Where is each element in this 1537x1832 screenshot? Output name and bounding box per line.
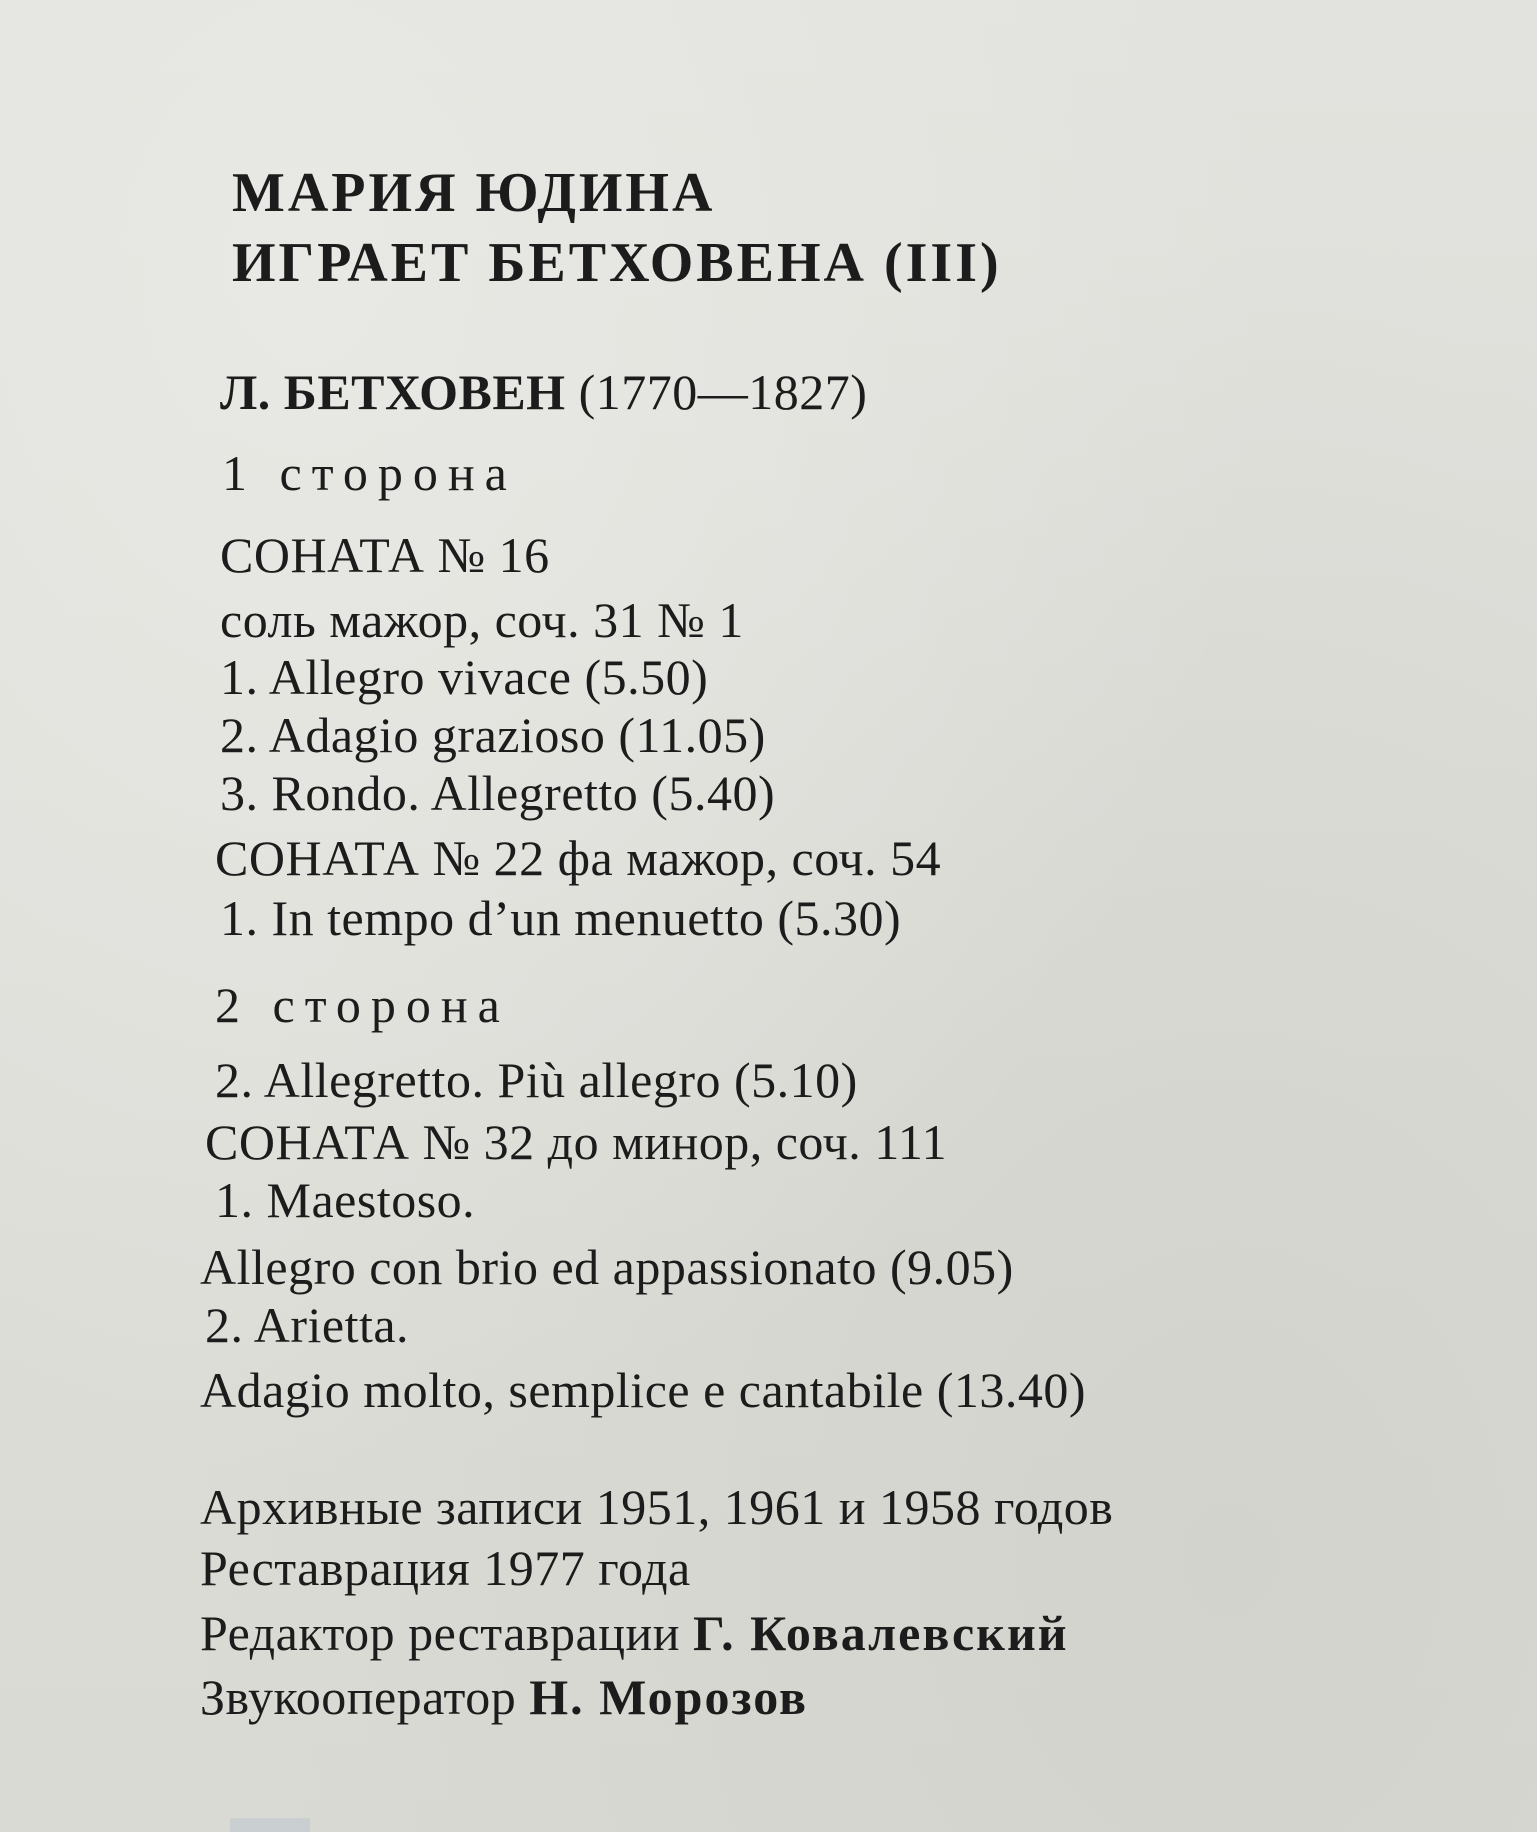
composer-line <box>220 364 868 420</box>
track-allegro-vivace: 1. Allegro vivace (5.50) <box>220 649 709 705</box>
credit-restoration-editor <box>200 1605 1069 1661</box>
credit-sound-engineer <box>200 1669 809 1725</box>
track-allegro-con-brio: Allegro con brio ed appassionato (9.05) <box>200 1239 1014 1295</box>
credit-restoration-year: Реставрация 1977 года <box>200 1540 691 1596</box>
track-maestoso: 1. Maestoso. <box>215 1172 476 1228</box>
composer-years: (1770—1827) <box>578 364 868 420</box>
editor-name: Г. Ковалевский <box>693 1605 1069 1661</box>
side-2-label: 2 сторона <box>215 977 510 1033</box>
sonata-22-title: СОНАТА № 22 фа мажор, соч. 54 <box>215 830 942 886</box>
editor-role: Редактор реставрации <box>200 1605 680 1661</box>
sonata-16-key: соль мажор, соч. 31 № 1 <box>220 592 744 648</box>
track-allegretto-piu-allegro: 2. Allegretto. Più allegro (5.10) <box>215 1052 858 1108</box>
credit-archive-recordings: Архивные записи 1951, 1961 и 1958 годов <box>200 1479 1114 1535</box>
composer-name: Л. БЕТХОВЕН <box>220 364 566 420</box>
track-adagio-molto: Adagio molto, semplice e cantabile (13.40) <box>200 1362 1087 1418</box>
side-1-label: 1 сторона <box>222 445 517 501</box>
engineer-role: Звукооператор <box>200 1669 517 1725</box>
track-rondo-allegretto: 3. Rondo. Allegretto (5.40) <box>220 765 776 821</box>
track-arietta: 2. Arietta. <box>205 1297 410 1353</box>
edge-stain <box>230 1818 310 1832</box>
album-title-line-2: ИГРАЕТ БЕТХОВЕНА (III) <box>232 232 1002 294</box>
sonata-16-title: СОНАТА № 16 <box>220 527 550 583</box>
sonata-32-title: СОНАТА № 32 до минор, соч. 111 <box>205 1114 948 1170</box>
track-tempo-menuetto: 1. In tempo d’un menuetto (5.30) <box>220 890 902 946</box>
track-adagio-grazioso: 2. Adagio grazioso (11.05) <box>220 707 766 763</box>
album-title-line-1: МАРИЯ ЮДИНА <box>232 162 716 224</box>
engineer-name: Н. Морозов <box>529 1669 809 1725</box>
